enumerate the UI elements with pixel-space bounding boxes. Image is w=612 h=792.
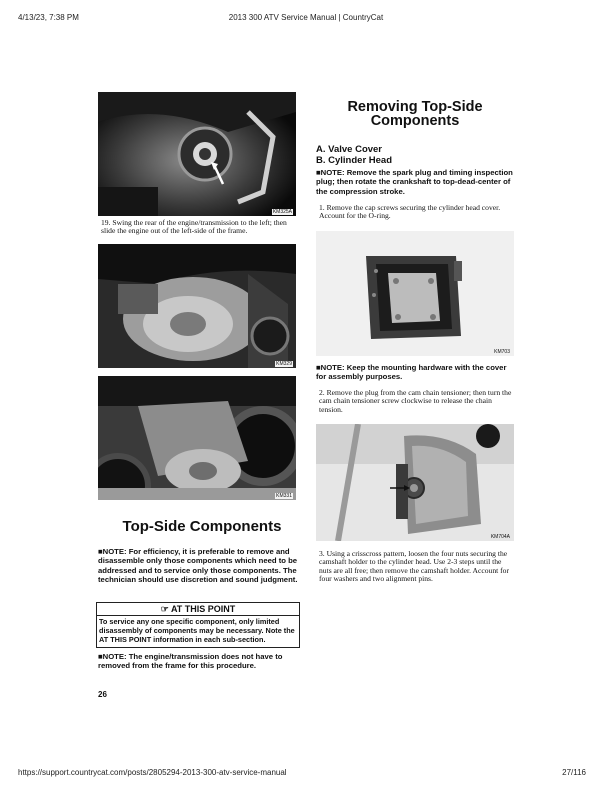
valve-cover-photo-km703 [316, 231, 514, 356]
at-this-point-title: ☞ AT THIS POINT [97, 603, 299, 616]
note-spark-plug: ■NOTE: Remove the spark plug and timing inspection plug; then rotate the crankshaft to top-dead-center of the compression stroke. [316, 168, 513, 196]
at-this-point-box [96, 602, 300, 648]
engine-photo-km329-image [98, 244, 296, 368]
photo-code-label: KM703 [494, 349, 510, 355]
cam-chain-photo-image [316, 424, 514, 541]
section-title-removing-top-side [315, 100, 515, 128]
note-mounting-hardware: ■NOTE: Keep the mounting hardware with the cover for assembly purposes. [316, 363, 507, 382]
print-url[interactable]: https://support.countrycat.com/posts/2805294-2013-300-atv-service-manual [18, 768, 287, 777]
valve-cover-photo-image [316, 231, 514, 356]
print-page-count: 27/116 [562, 768, 586, 777]
engine-photo-km325a-image [98, 92, 296, 216]
step-2-text: 2. Remove the plug from the cam chain tensioner; then turn the cam chain tensioner screw clockwise to release the chain tension. [319, 388, 512, 414]
photo-code-label: KM329 [276, 361, 292, 367]
step-1-text: 1. Remove the cap screws securing the cylinder head cover. Account for the O-ring. [319, 203, 501, 221]
engine-photo-km331 [98, 376, 296, 500]
section-title-top-side-components: Top-Side Components [122, 518, 282, 535]
step-3-text: 3. Using a crisscross pattern, loosen the four nuts securing the camshaft holder to the cylinder head. Use 2-3 steps until the nuts are all free; then remove the camshaft holder. Account for four washers and two alignment pins. [319, 549, 509, 584]
subhead-valve-cover: A. Valve Cover [316, 144, 383, 155]
print-datetime: 4/13/23, 7:38 PM [18, 13, 79, 22]
subhead-cylinder-head: B. Cylinder Head [316, 155, 393, 166]
at-this-point-body: To service any one specific component, only limited disassembly of components may be necessary. Note the AT THIS POINT information in each sub-section. [99, 617, 295, 645]
title-line-2: Components [370, 113, 460, 129]
note-not-removed: ■NOTE: The engine/transmission does not have to removed from the frame for this procedure. [98, 652, 283, 671]
title-line-1: Removing Top-Side [347, 99, 483, 115]
note-efficiency: ■NOTE: For efficiency, it is preferable to remove and disassemble only those components which need to be addressed and to service only those components. The technician should use discretion and sound judgment. [98, 547, 298, 585]
page-number: 26 [98, 690, 107, 699]
photo-code-label: KM325A [272, 209, 292, 215]
cam-chain-photo-km704a [316, 424, 514, 541]
photo-code-label: KM331 [276, 493, 292, 499]
subheads [316, 144, 392, 166]
engine-photo-km331-image [98, 376, 296, 500]
engine-photo-km325a [98, 92, 296, 216]
step-19-text: 19. Swing the rear of the engine/transmission to the left; then slide the engine out of the left-side of the frame. [101, 218, 287, 236]
engine-photo-km329 [98, 244, 296, 368]
print-doc-title: 2013 300 ATV Service Manual | CountryCat [228, 13, 384, 22]
photo-code-label: KM704A [490, 534, 510, 540]
